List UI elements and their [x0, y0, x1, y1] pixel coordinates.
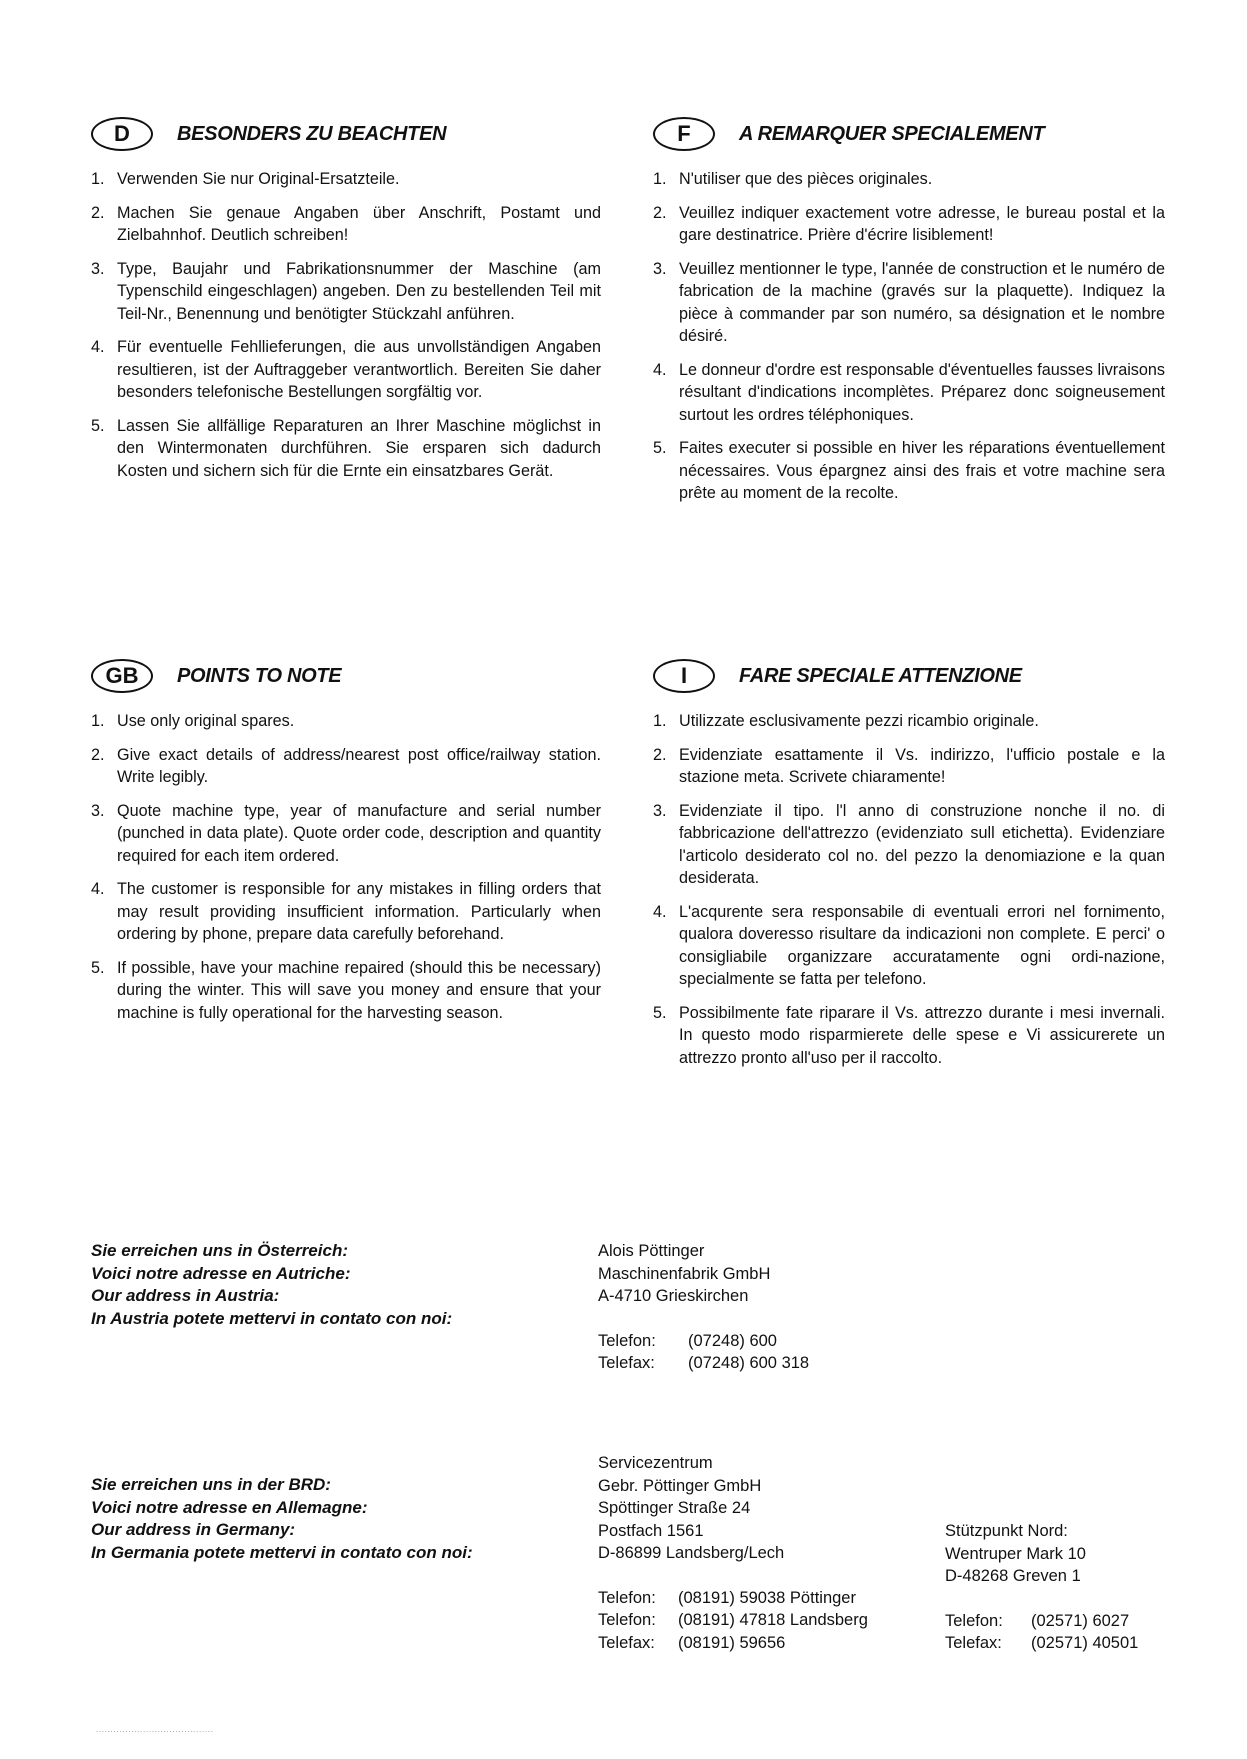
- section-title: A REMARQUER SPECIALEMENT: [739, 122, 1045, 145]
- language-badge: I: [653, 659, 715, 693]
- phone-row: Telefon: (08191) 47818 Landsberg: [598, 1611, 868, 1629]
- section-de: [91, 114, 601, 493]
- list-item: 5. If possible, have your machine repaired (should this be necessary) during the winter. This will save you money and ensure that your machine is fully operational for the harvesting season.: [91, 958, 601, 1022]
- list-item: 3. Type, Baujahr und Fabrikationsnummer der Maschine (am Typenschild eingeschlagen) angeben. Den zu bestellenden Teil mit Teil-Nr., Benennung und benötigter Stückzahl anführen.: [91, 259, 601, 323]
- fax-row: Telefax: (08191) 59656: [598, 1633, 786, 1652]
- language-badge: F: [653, 117, 715, 151]
- section-title: FARE SPECIALE ATTENZIONE: [739, 664, 1022, 687]
- austria-address: Alois Pöttinger Maschinenfabrik GmbH A-4710 Grieskirchen Telefon: (07248) 600 Telefax: (07248) 600 318: [598, 1240, 809, 1375]
- section-en: [91, 656, 601, 1035]
- list-item: 5. Lassen Sie allfällige Reparaturen an Ihrer Maschine möglichst in den Wintermonaten durchführen. Sie ersparen sich dadurch Kosten und sichern sich für die Ernte ein einsatzbares Gerät.: [91, 416, 601, 480]
- list-item: 3. Quote machine type, year of manufacture and serial number (punched in data plate). Quote order code, description and quantity required for each item ordered.: [91, 801, 601, 865]
- list-item: 1. Verwenden Sie nur Original-Ersatzteile.: [91, 170, 400, 188]
- section-title: POINTS TO NOTE: [177, 664, 342, 687]
- list-item: 4. Le donneur d'ordre est responsable d'éventuelles fausses livraisons résultant d'indications incomplètes. Préparez donc soigneusement surtout les ordres téléphoniques.: [653, 360, 1165, 424]
- section-fr: [653, 114, 1165, 516]
- list-item: 4. The customer is responsible for any mistakes in filling orders that may result providing insufficient information. Particularly when ordering by phone, prepare data carefully beforehand.: [91, 880, 601, 943]
- fax-row: Telefax: (02571) 40501: [945, 1634, 1139, 1652]
- fax-row: Telefax: (07248) 600 318: [598, 1354, 810, 1372]
- list-item: 2. Give exact details of address/nearest post office/railway station. Write legibly.: [91, 745, 601, 786]
- germany-contact-label: Sie erreichen uns in der BRD: Voici notre adresse en Allemagne: Our address in Germany: In Germania potete mettervi in contato con noi:: [91, 1475, 473, 1562]
- list-item: 1. Utilizzate esclusivamente pezzi ricambio originale.: [653, 712, 1039, 730]
- language-badge: D: [91, 117, 153, 151]
- list-item: 5. Faites executer si possible en hiver les réparations éventuellement nécessaires. Vous épargnez ainsi des frais et votre machine sera prête au moment de la recolte.: [653, 439, 1165, 502]
- list-item: 4. L'acqurente sera responsabile di eventuali errori nel fornimento, qualora doveresso risultare da indicazioni non complete. E perci' o consigliabile organizzare accuratamente ogni ordi-nazione, specialmente se fatta per telefono.: [653, 902, 1165, 988]
- footer-code: ........................................: [96, 1727, 214, 1734]
- list-item: 1. N'utiliser que des pièces originales.: [653, 170, 933, 188]
- list-item: 3. Evidenziate il tipo. l'l anno di construzione nonche il no. di fabbricazione dell'attrezzo (evidenziato sull etichetta). Evidenziare l'articolo desiderato col no. del pezzo la denomiazione e la quan desiderata.: [653, 801, 1165, 887]
- germany-north-address: Stützpunkt Nord: Wentruper Mark 10 D-48268 Greven 1 Telefon: (02571) 6027 Telefax: (02571) 40501: [945, 1520, 1138, 1655]
- phone-row: Telefon: (07248) 600: [598, 1331, 777, 1350]
- list-item: 5. Possibilmente fate riparare il Vs. attrezzo durante i mesi invernali. In questo modo risparmierete delle spese e Vi assicurerete un attrezzo pronto all'uso per il raccolto.: [653, 1003, 1165, 1067]
- austria-contact-label: Sie erreichen uns in Österreich: Voici notre adresse en Autriche: Our address in Austria: In Austria potete mettervi in contato con noi:: [91, 1241, 453, 1328]
- list-item: 3. Veuillez mentionner le type, l'année de construction et le numéro de fabrication de la machine (gravés sur la plaquette). Indiquez la pièce à commander par son numéro, sa désignation et le nombre désiré.: [653, 259, 1165, 345]
- germany-address: Servicezentrum Gebr. Pöttinger GmbH Spöttinger Straße 24 Postfach 1561 D-86899 Landsberg/Lech Telefon: (08191) 59038 Pöttinger Telefon: (08191) 47818 Landsberg Telefax: (08191) 59656: [598, 1452, 868, 1654]
- language-badge: GB: [91, 659, 153, 693]
- phone-row: Telefon: (02571) 6027: [945, 1611, 1130, 1630]
- list-item: 2. Evidenziate esattamente il Vs. indirizzo, l'ufficio postale e la stazione meta. Scrivete chiaramente!: [653, 745, 1165, 786]
- list-item: 4. Für eventuelle Fehllieferungen, die aus unvollständigen Angaben resultieren, ist der Auftraggeber verantwortlich. Bereiten Sie daher besonders telefonische Bestellungen sorgfältig vor.: [91, 338, 601, 401]
- list-item: 2. Veuillez indiquer exactement votre adresse, le bureau postal et la gare destinatrice. Prière d'écrire lisiblement!: [653, 203, 1165, 244]
- list-item: 1. Use only original spares.: [91, 712, 295, 730]
- section-title: BESONDERS ZU BEACHTEN: [177, 122, 447, 145]
- section-it: [653, 656, 1165, 1080]
- list-item: 2. Machen Sie genaue Angaben über Anschrift, Postamt und Zielbahnhof. Deutlich schreiben!: [91, 203, 601, 244]
- phone-row: Telefon: (08191) 59038 Pöttinger: [598, 1588, 856, 1607]
